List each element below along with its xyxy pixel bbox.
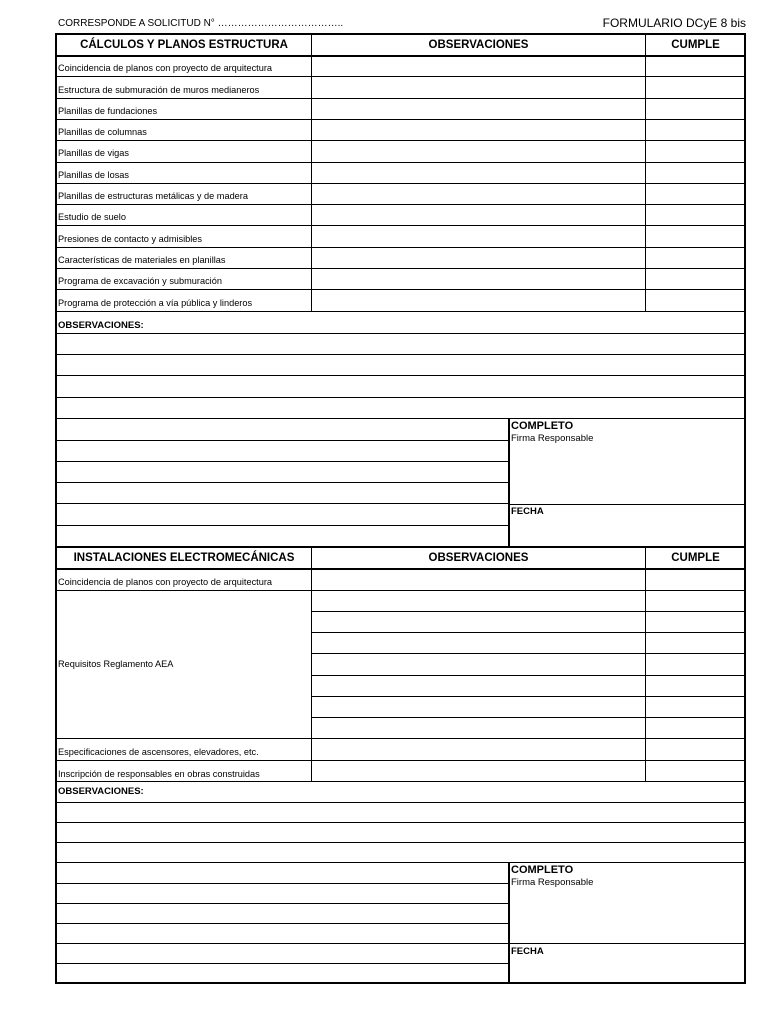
section1-row: Planillas de vigas — [58, 148, 129, 159]
grid-line — [311, 653, 745, 654]
section1-title: CÁLCULOS Y PLANOS ESTRUCTURA — [80, 39, 288, 51]
section1-row: Estructura de submuración de muros medianeros — [58, 84, 260, 95]
section1-row: Características de materiales en planillas — [58, 254, 226, 265]
grid-line — [645, 35, 646, 312]
grid-line — [56, 842, 745, 843]
grid-line — [56, 903, 508, 904]
section2-fecha-label: FECHA — [511, 946, 544, 957]
grid-line — [56, 162, 745, 163]
grid-line — [56, 440, 508, 441]
form-header-solicitud: CORRESPONDE A SOLICITUD N° ……………………………….. — [58, 18, 344, 29]
section1-row: Planillas de losas — [58, 169, 129, 180]
section1-cumple-header: CUMPLE — [671, 39, 720, 51]
grid-line — [56, 802, 745, 803]
section2-observaciones-label: OBSERVACIONES: — [58, 786, 144, 797]
section2-title: INSTALACIONES ELECTROMECÁNICAS — [73, 552, 295, 564]
section1-row: Programa de protección a vía pública y linderos — [58, 297, 253, 308]
section1-row: Coincidencia de planos con proyecto de arquitectura — [58, 63, 272, 74]
fecha-divider — [508, 943, 745, 944]
grid-line — [56, 354, 745, 355]
section1-observaciones-label: OBSERVACIONES: — [58, 320, 144, 331]
section1-row: Programa de excavación y submuración — [58, 276, 222, 287]
grid-line — [645, 548, 646, 781]
grid-line — [311, 696, 745, 697]
section1-row: Planillas de columnas — [58, 127, 147, 138]
completo-box-border — [508, 418, 510, 546]
grid-line — [56, 119, 745, 120]
grid-line — [311, 35, 312, 312]
form-code: FORMULARIO DCyE 8 bis — [602, 16, 746, 30]
section1-row: Estudio de suelo — [58, 212, 126, 223]
section2-firma-label: Firma Responsable — [511, 877, 594, 888]
grid-line — [56, 943, 508, 944]
grid-line — [56, 140, 745, 141]
grid-line — [56, 482, 508, 483]
grid-line — [56, 98, 745, 99]
grid-line — [311, 611, 745, 612]
grid-line — [56, 204, 745, 205]
grid-line — [311, 632, 745, 633]
grid-line — [311, 548, 312, 781]
fecha-divider — [508, 504, 745, 505]
section2-completo-label: COMPLETO — [511, 864, 574, 876]
section1-completo-label: COMPLETO — [511, 420, 574, 432]
section1-row: Planillas de estructuras metálicas y de madera — [58, 191, 248, 202]
grid-line — [56, 862, 745, 863]
section2-cumple-header: CUMPLE — [671, 552, 720, 564]
grid-line — [56, 923, 508, 924]
grid-line — [56, 822, 745, 823]
section2-observaciones-header: OBSERVACIONES — [428, 552, 529, 564]
section2-row: Especificaciones de ascensores, elevadores, etc. — [58, 747, 259, 757]
grid-line — [56, 963, 508, 964]
grid-line — [56, 883, 508, 884]
completo-box-border — [508, 862, 510, 983]
grid-line — [56, 418, 745, 419]
grid-line — [311, 675, 745, 676]
section2-row: Requisitos Reglamento AEA — [58, 659, 174, 669]
grid-line — [56, 375, 745, 376]
grid-line — [56, 461, 508, 462]
grid-line — [56, 503, 508, 504]
grid-line — [56, 333, 745, 334]
section1-row: Planillas de fundaciones — [58, 105, 158, 116]
section1-firma-label: Firma Responsable — [511, 433, 594, 444]
section2-row: Inscripción de responsables en obras construidas — [58, 769, 260, 779]
grid-line — [56, 397, 745, 398]
grid-line — [56, 525, 508, 526]
section1-observaciones-header: OBSERVACIONES — [428, 39, 529, 51]
section1-fecha-label: FECHA — [511, 506, 544, 517]
section1-row: Presiones de contacto y admisibles — [58, 233, 203, 244]
section2-row: Coincidencia de planos con proyecto de arquitectura — [58, 577, 272, 587]
grid-line — [56, 311, 745, 312]
grid-line — [311, 717, 745, 718]
